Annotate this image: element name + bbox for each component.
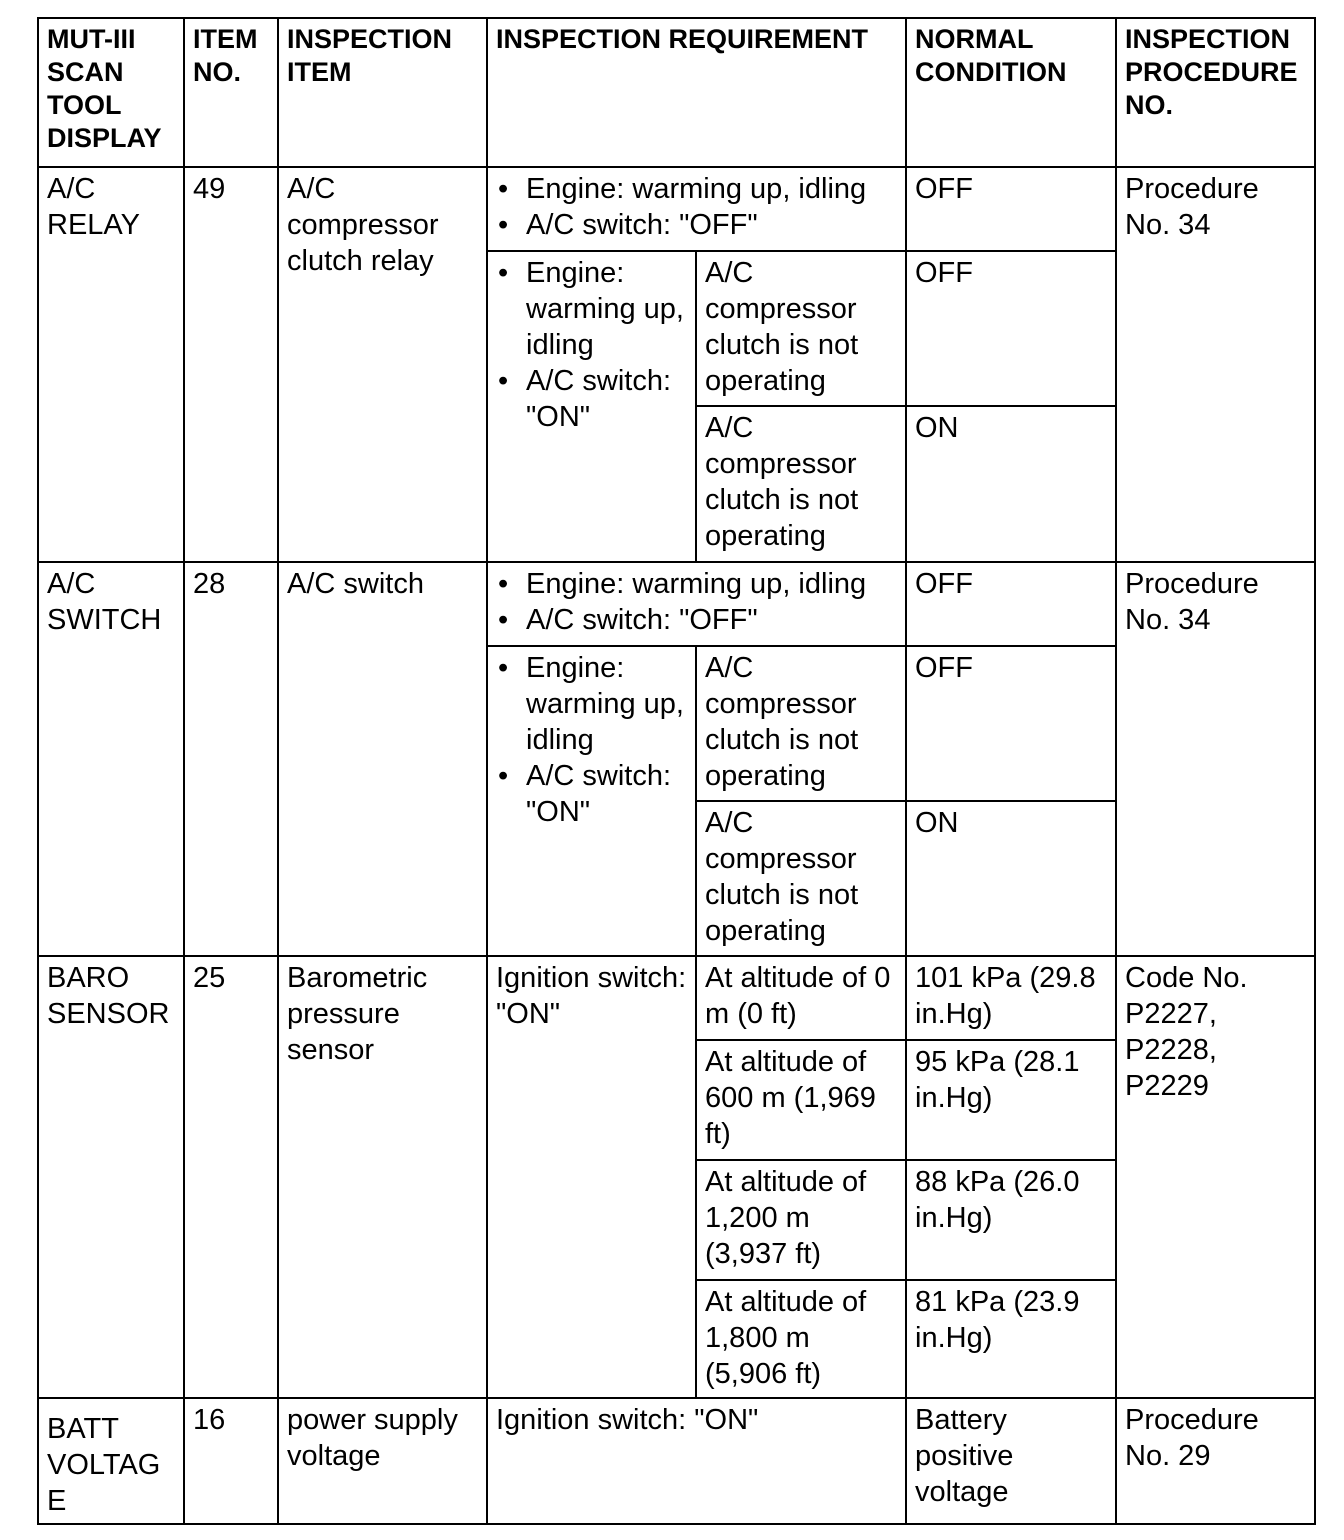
ac-relay-item: A/C compressor clutch relay — [278, 167, 487, 562]
baro-item-no: 25 — [184, 956, 278, 1398]
ac-relay-requirement-off — [487, 167, 906, 251]
header-item-no: ITEM NO. — [184, 18, 278, 167]
ac-relay-sub-condition: A/C compressor clutch is not operating — [696, 251, 906, 406]
ac-switch-requirement-on — [487, 646, 696, 956]
ac-relay-normal-off: OFF — [906, 167, 1116, 251]
table-row — [38, 956, 1315, 1040]
ac-switch-item-no: 28 — [184, 562, 278, 956]
batt-requirement: Ignition switch: "ON" — [487, 1398, 906, 1524]
ac-switch-procedure: Procedure No. 34 — [1116, 562, 1315, 956]
header-inspection-item: INSPECTION ITEM — [278, 18, 487, 167]
header-normal-condition: NORMAL CONDITION — [906, 18, 1116, 167]
ac-relay-requirement-on — [487, 251, 696, 562]
batt-normal: Battery positive voltage — [906, 1398, 1116, 1524]
baro-normal: 101 kPa (29.8 in.Hg) — [906, 956, 1116, 1040]
table-row — [38, 562, 1315, 646]
ac-switch-normal: ON — [906, 801, 1116, 956]
baro-display: BARO SENSOR — [38, 956, 184, 1398]
ac-switch-display: A/C SWITCH — [38, 562, 184, 956]
ac-switch-item: A/C switch — [278, 562, 487, 956]
baro-altitude: At altitude of 600 m (1,969 ft) — [696, 1040, 906, 1160]
list-item: • A/C switch: "OFF" — [526, 602, 899, 638]
baro-altitude: At altitude of 0 m (0 ft) — [696, 956, 906, 1040]
ac-relay-procedure: Procedure No. 34 — [1116, 167, 1315, 562]
baro-procedure: Code No. P2227, P2228, P2229 — [1116, 956, 1315, 1398]
list-item: • A/C switch: "ON" — [526, 363, 689, 435]
ac-relay-normal: OFF — [906, 251, 1116, 406]
list-item: • A/C switch: "OFF" — [526, 207, 899, 243]
baro-requirement: Ignition switch: "ON" — [487, 956, 696, 1398]
baro-item: Barometric pressure sensor — [278, 956, 487, 1398]
batt-item: power supply voltage — [278, 1398, 487, 1524]
baro-altitude: At altitude of 1,800 m (5,906 ft) — [696, 1280, 906, 1398]
header-procedure: INSPECTION PROCEDURE NO. — [1116, 18, 1315, 167]
header-row — [38, 18, 1315, 167]
ac-switch-sub-condition: A/C compressor clutch is not operating — [696, 646, 906, 801]
ac-switch-requirement-off — [487, 562, 906, 646]
table-row — [38, 1398, 1315, 1524]
baro-altitude: At altitude of 1,200 m (3,937 ft) — [696, 1160, 906, 1280]
batt-procedure: Procedure No. 29 — [1116, 1398, 1315, 1524]
table-row — [38, 167, 1315, 251]
list-item: • Engine: warming up, idling — [526, 255, 689, 363]
ac-relay-display: A/C RELAY — [38, 167, 184, 562]
list-item: • Engine: warming up, idling — [526, 171, 899, 207]
header-display: MUT-III SCAN TOOL DISPLAY — [38, 18, 184, 167]
ac-relay-item-no: 49 — [184, 167, 278, 562]
batt-display: BATT VOLTAGE — [38, 1398, 184, 1524]
list-item: • Engine: warming up, idling — [526, 650, 689, 758]
list-item: • A/C switch: "ON" — [526, 758, 689, 830]
ac-switch-normal: OFF — [906, 646, 1116, 801]
baro-normal: 88 kPa (26.0 in.Hg) — [906, 1160, 1116, 1280]
baro-normal: 95 kPa (28.1 in.Hg) — [906, 1040, 1116, 1160]
ac-switch-normal-off: OFF — [906, 562, 1116, 646]
baro-normal: 81 kPa (23.9 in.Hg) — [906, 1280, 1116, 1398]
ac-switch-sub-condition: A/C compressor clutch is not operating — [696, 801, 906, 956]
ac-relay-sub-condition: A/C compressor clutch is not operating — [696, 406, 906, 562]
header-requirement: INSPECTION REQUIREMENT — [487, 18, 906, 167]
ac-relay-normal: ON — [906, 406, 1116, 562]
list-item: • Engine: warming up, idling — [526, 566, 899, 602]
batt-item-no: 16 — [184, 1398, 278, 1524]
inspection-table — [37, 17, 1316, 1525]
